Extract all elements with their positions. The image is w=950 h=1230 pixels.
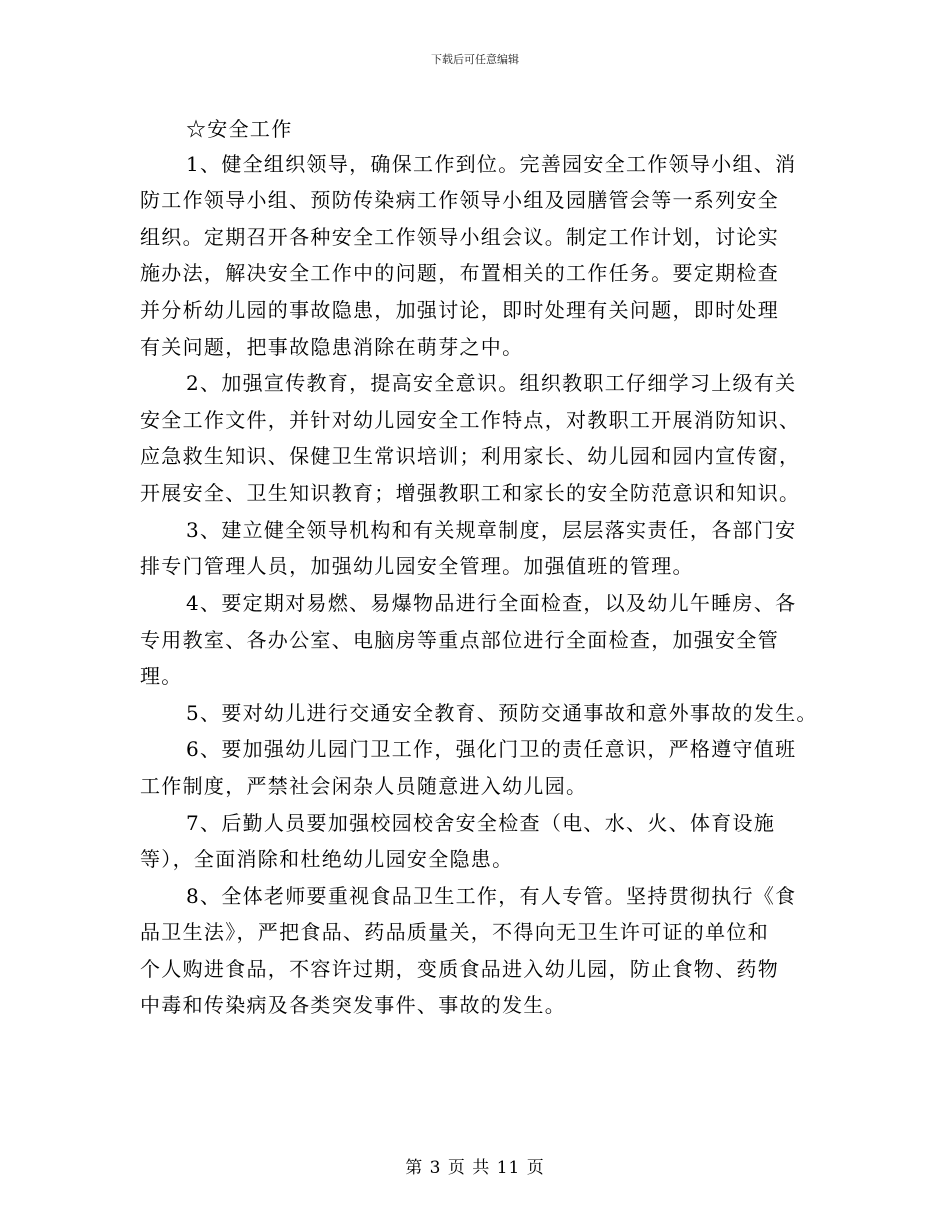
paragraph-line: 个人购进食品，不容许过期，变质食品进入幼儿园，防止食物、药物 <box>140 957 779 981</box>
paragraph-line: 品卫生法》，严把食品、药品质量关，不得向无卫生许可证的单位和 <box>140 920 769 944</box>
paragraph-line: 理。 <box>140 664 183 688</box>
paragraph-line: 并分析幼儿园的事故隐患，加强讨论，即时处理有关问题，即时处理 <box>140 298 779 322</box>
paragraph-line: 工作制度，严禁社会闲杂人员随意进入幼儿园。 <box>140 774 588 798</box>
paragraph-line: 开展安全、卫生知识教育；增强教职工和家长的安全防范意识和知识。 <box>140 481 801 505</box>
section-title: ☆安全工作 <box>186 117 293 141</box>
paragraph-line: 应急救生知识、保健卫生常识培训；利用家长、幼儿园和园内宣传窗， <box>140 444 801 468</box>
paragraph-line: 组织。定期召开各种安全工作领导小组会议。制定工作计划，讨论实 <box>140 225 779 249</box>
header-note: 下载后可任意编辑 <box>431 53 519 66</box>
paragraph-line: 等），全面消除和杜绝幼儿园安全隐患。 <box>140 847 514 871</box>
paragraph-line: 4、要定期对易燃、易爆物品进行全面检查，以及幼儿午睡房、各 <box>186 591 797 615</box>
paragraph-line: 安全工作文件，并针对幼儿园安全工作特点，对教职工开展消防知识、 <box>140 408 801 432</box>
paragraph-line: 中毒和传染病及各类突发事件、事故的发生。 <box>140 993 566 1017</box>
paragraph-line: 6、要加强幼儿园门卫工作，强化门卫的责任意识，严格遵守值班 <box>186 737 797 761</box>
paragraph-line: 1、健全组织领导，确保工作到位。完善园安全工作领导小组、消 <box>186 152 797 176</box>
paragraph-line: 3、建立健全领导机构和有关规章制度，层层落实责任，各部门安 <box>186 518 797 542</box>
paragraph-line: 8、全体老师要重视食品卫生工作，有人专管。坚持贯彻执行《食 <box>186 884 797 908</box>
paragraph-line: 防工作领导小组、预防传染病工作领导小组及园膳管会等一系列安全 <box>140 188 779 212</box>
paragraph-line: 5、要对幼儿进行交通安全教育、预防交通事故和意外事故的发生。 <box>186 701 818 725</box>
paragraph-line: 施办法，解决安全工作中的问题，布置相关的工作任务。要定期检查 <box>140 261 779 285</box>
paragraph-line: 专用教室、各办公室、电脑房等重点部位进行全面检查，加强安全管 <box>140 628 779 652</box>
paragraph-line: 排专门管理人员，加强幼儿园安全管理。加强值班的管理。 <box>140 554 694 578</box>
paragraph-line: 有关问题，把事故隐患消除在萌芽之中。 <box>140 335 524 359</box>
page-number: 第 3 页 共 11 页 <box>405 1158 545 1178</box>
paragraph-line: 7、后勤人员要加强校园校舍安全检查（电、水、火、体育设施 <box>186 811 776 835</box>
paragraph-line: 2、加强宣传教育，提高安全意识。组织教职工仔细学习上级有关 <box>186 371 797 395</box>
